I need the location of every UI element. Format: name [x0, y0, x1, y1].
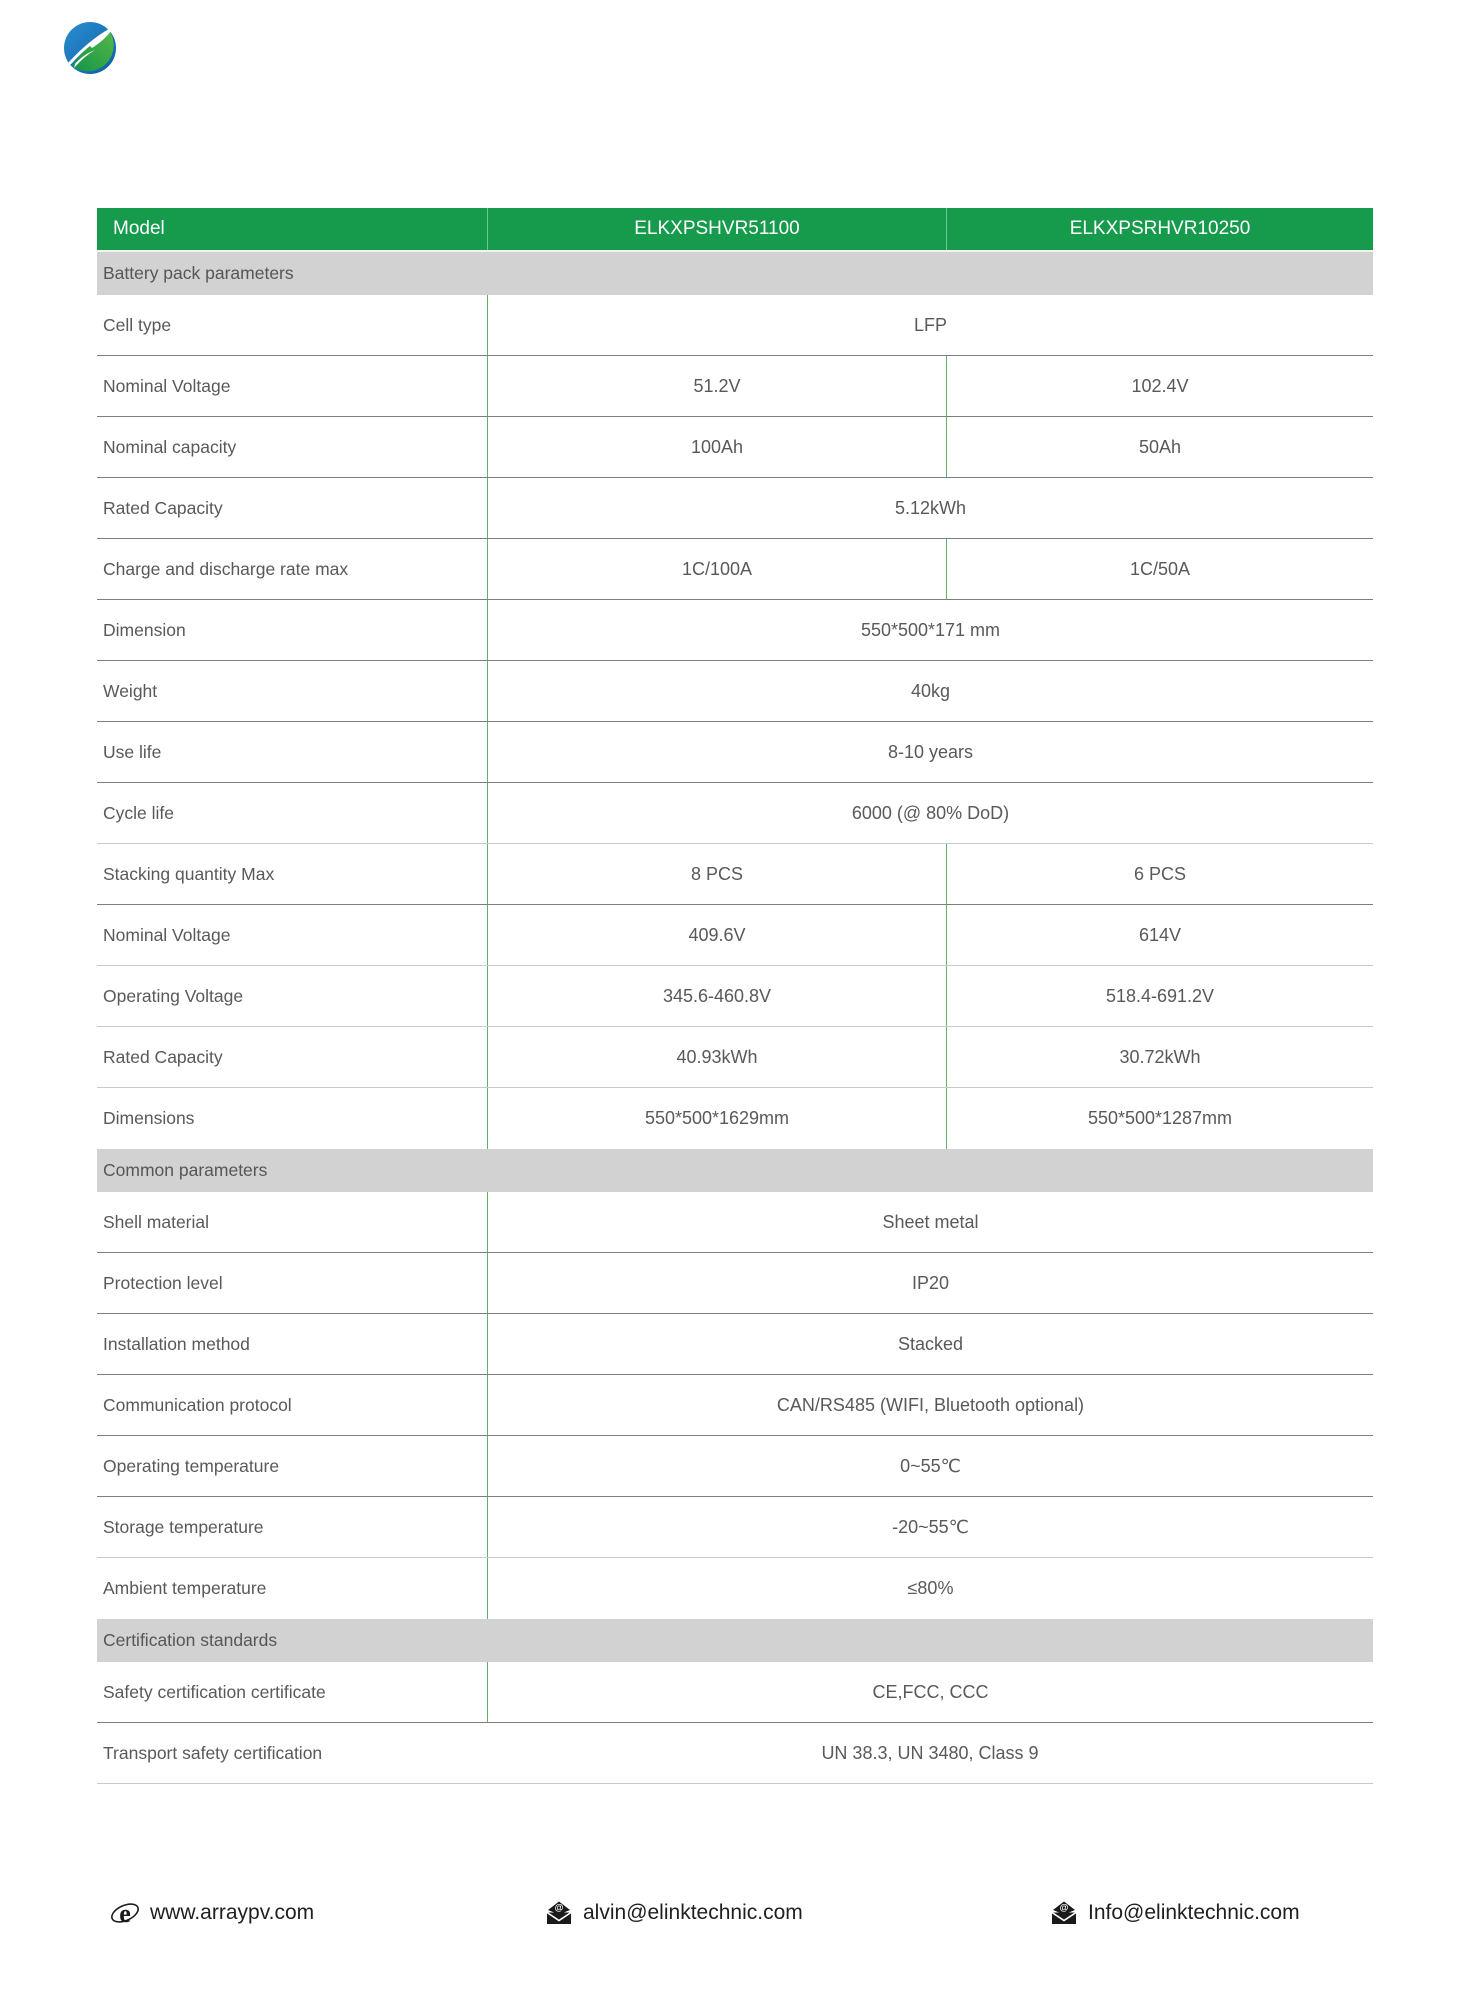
row-label: Rated Capacity [103, 497, 223, 518]
row-value: IP20 [487, 1253, 1373, 1313]
row-value: UN 38.3, UN 3480, Class 9 [821, 1742, 1039, 1763]
table-row [97, 844, 1373, 905]
row-label: Installation method [103, 1333, 250, 1354]
row-value: 6000 (@ 80% DoD) [487, 783, 1373, 843]
website-text: www.arraypv.com [150, 1901, 315, 1924]
row-value: 102.4V [946, 356, 1373, 416]
row-value: 6 PCS [946, 844, 1373, 904]
section-header [97, 1619, 1373, 1662]
email-secondary-text: Info@elinktechnic.com [1088, 1901, 1300, 1924]
row-label: Use life [103, 741, 162, 762]
row-value: 8 PCS [487, 844, 946, 904]
row-label: Operating Voltage [103, 985, 244, 1006]
table-row [97, 661, 1373, 722]
row-value: Sheet metal [487, 1192, 1373, 1252]
row-value: 51.2V [487, 356, 946, 416]
svg-text:@: @ [1059, 1902, 1069, 1913]
row-value: 5.12kWh [487, 478, 1373, 538]
row-value: 8-10 years [487, 722, 1373, 782]
row-label: Cycle life [103, 802, 174, 823]
row-value: 30.72kWh [946, 1027, 1373, 1087]
table-row [97, 1192, 1373, 1253]
row-label: Dimensions [103, 1108, 195, 1128]
row-label: Stacking quantity Max [103, 863, 275, 884]
row-value: 100Ah [487, 417, 946, 477]
svg-text:e: e [119, 1899, 131, 1928]
row-label: Ambient temperature [103, 1578, 267, 1598]
row-label: Rated Capacity [103, 1046, 223, 1067]
table-row [97, 1027, 1373, 1088]
row-value: ≤80% [487, 1558, 1373, 1619]
table-row [97, 539, 1373, 600]
spec-table [97, 208, 1373, 1784]
row-label: Communication protocol [103, 1394, 292, 1415]
email-primary-text: alvin@elinktechnic.com [583, 1901, 803, 1924]
table-row [97, 1436, 1373, 1497]
section-title: Common parameters [103, 1160, 268, 1180]
header-model-a: ELKXPSHVR51100 [487, 208, 946, 250]
table-row [97, 722, 1373, 783]
table-row [97, 478, 1373, 539]
table-row [97, 1253, 1373, 1314]
website-icon [110, 1898, 140, 1928]
spec-table-rows [97, 252, 1373, 1784]
email-secondary-link[interactable] [1050, 1893, 1300, 1933]
row-label: Cell type [103, 314, 172, 335]
row-value: 50Ah [946, 417, 1373, 477]
header-model-b: ELKXPSRHVR10250 [946, 208, 1373, 250]
table-row [97, 1375, 1373, 1436]
row-label: Transport safety certification [103, 1742, 323, 1763]
company-logo-icon [62, 20, 118, 76]
table-row [97, 1723, 1373, 1784]
row-value: Stacked [487, 1314, 1373, 1374]
row-value: -20~55℃ [487, 1497, 1373, 1557]
row-label: Protection level [103, 1272, 223, 1293]
row-label: Weight [103, 680, 158, 701]
email-icon [545, 1900, 573, 1926]
table-row [97, 905, 1373, 966]
section-header [97, 252, 1373, 295]
row-value: 40.93kWh [487, 1027, 946, 1087]
row-label: Nominal capacity [103, 436, 237, 457]
row-value: 0~55℃ [487, 1436, 1373, 1496]
row-value: 40kg [487, 661, 1373, 721]
row-value: 518.4-691.2V [946, 966, 1373, 1026]
section-title: Battery pack parameters [103, 263, 294, 283]
row-label: Storage temperature [103, 1516, 264, 1537]
website-link[interactable] [110, 1893, 314, 1933]
table-row [97, 1088, 1373, 1149]
table-row [97, 295, 1373, 356]
row-label: Dimension [103, 619, 186, 640]
row-label: Safety certification certificate [103, 1681, 326, 1702]
svg-text:@: @ [554, 1902, 564, 1913]
email-primary-link[interactable] [545, 1893, 803, 1933]
table-row [97, 1497, 1373, 1558]
row-value: CAN/RS485 (WIFI, Bluetooth optional) [487, 1375, 1373, 1435]
table-row [97, 1662, 1373, 1723]
row-value: LFP [487, 295, 1373, 355]
section-title: Certification standards [103, 1630, 278, 1650]
row-value: 550*500*171 mm [487, 600, 1373, 660]
row-label: Charge and discharge rate max [103, 558, 349, 579]
row-value: CE,FCC, CCC [487, 1662, 1373, 1722]
row-value: 1C/50A [946, 539, 1373, 599]
table-row [97, 600, 1373, 661]
email-icon [1050, 1900, 1078, 1926]
page-footer [0, 1893, 1472, 1933]
row-value: 614V [946, 905, 1373, 965]
table-row [97, 783, 1373, 844]
row-value: 1C/100A [487, 539, 946, 599]
table-row [97, 966, 1373, 1027]
row-value: 345.6-460.8V [487, 966, 946, 1026]
section-header [97, 1149, 1373, 1192]
row-label: Nominal Voltage [103, 924, 231, 945]
table-row [97, 1558, 1373, 1619]
row-value: 550*500*1629mm [487, 1088, 946, 1149]
row-value: 550*500*1287mm [946, 1088, 1373, 1149]
company-logo [62, 20, 118, 76]
row-label: Operating temperature [103, 1455, 280, 1476]
table-row [97, 417, 1373, 478]
table-header-row [97, 208, 1373, 252]
header-model-label: Model [113, 218, 165, 239]
row-value: 409.6V [487, 905, 946, 965]
table-row [97, 356, 1373, 417]
row-label: Shell material [103, 1211, 210, 1232]
table-row [97, 1314, 1373, 1375]
row-label: Nominal Voltage [103, 375, 231, 396]
